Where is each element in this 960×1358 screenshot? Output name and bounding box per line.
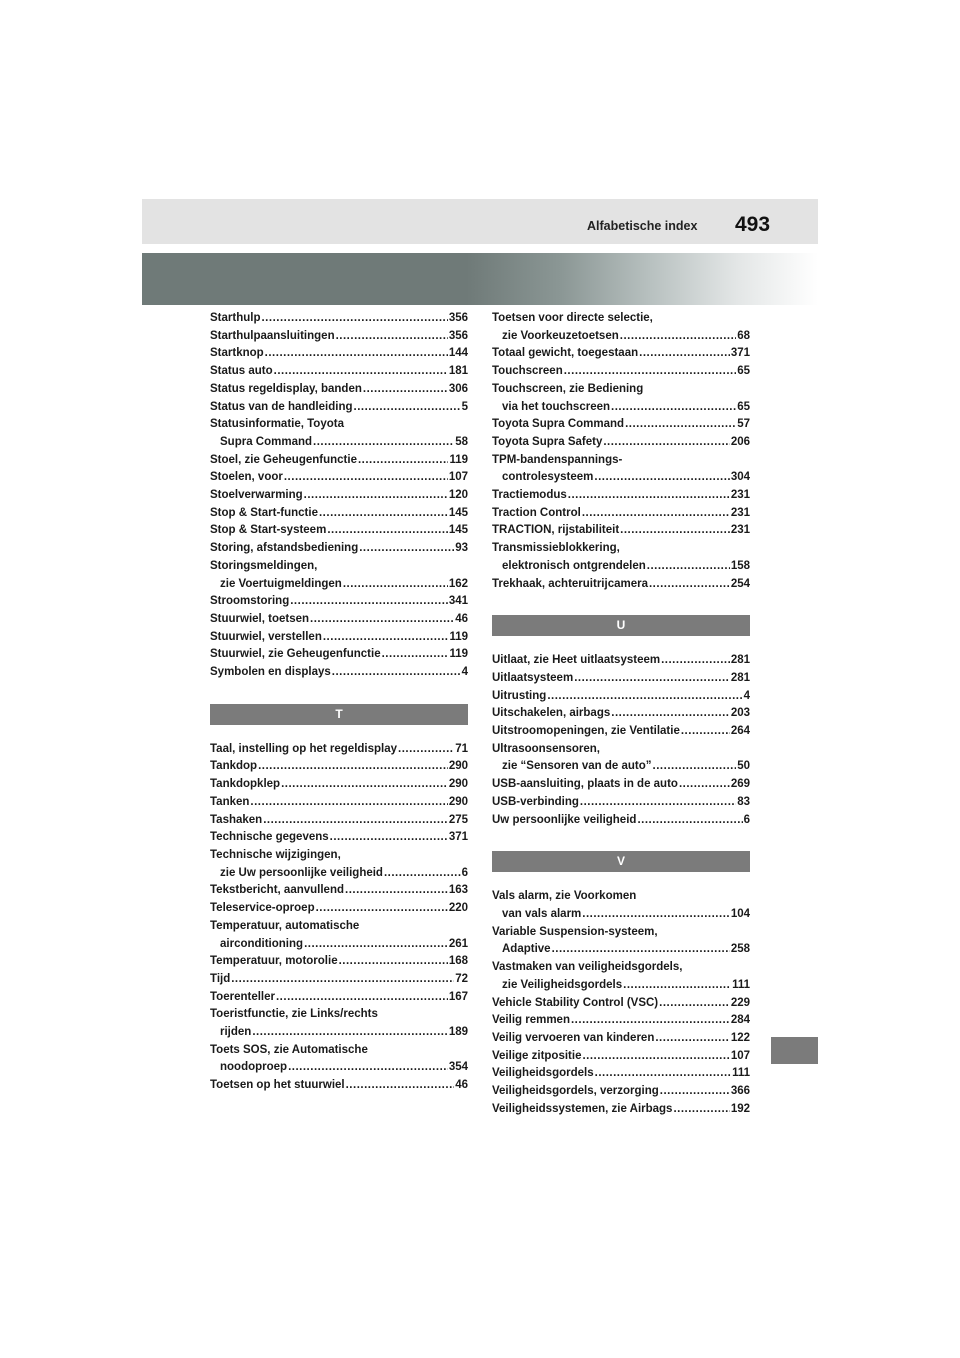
dot-leader [574,670,730,688]
index-term: Stuurwiel, toetsen [210,612,310,625]
index-entry[interactable] [210,363,468,381]
page-reference[interactable]: 71 [455,742,468,755]
dot-leader [323,629,449,647]
index-term: Toyota Supra Safety [492,435,603,448]
index-entry[interactable] [210,452,468,470]
dot-leader [639,345,730,363]
index-term: Storing, afstandsbediening [210,542,359,555]
dot-leader [552,941,730,959]
decorative-band [142,253,818,305]
page-reference[interactable]: 167 [448,990,468,1003]
dot-leader [359,540,454,558]
dot-leader [603,434,729,452]
page-reference[interactable]: 72 [455,972,468,985]
dot-leader [673,1101,729,1119]
index-term: Symbolen en displays [210,666,331,679]
index-term: Status auto [210,365,273,378]
dot-leader [327,522,448,540]
index-entry[interactable] [492,652,750,670]
page-reference[interactable]: 231 [730,489,750,502]
index-term: Teleservice-oproep [210,902,315,915]
dot-leader [661,652,730,670]
dot-leader [384,865,461,883]
page-reference[interactable]: 371 [730,347,750,360]
dot-leader [261,310,447,328]
section-spacer [492,872,750,888]
index-entry[interactable] [492,576,750,594]
index-term: Uitlaat, zie Heet uitlaatsysteem [492,654,661,667]
index-term: Veiligheidsgordels, verzorging [492,1085,659,1098]
index-entry[interactable] [210,1006,468,1041]
dot-leader [568,487,730,505]
page-number: 493 [735,213,771,236]
index-term-continuation: zie Veiligheidsgordels [502,978,623,991]
index-term: Tanken [210,795,250,808]
index-term: Toetsen voor directe selectie, [492,312,653,324]
index-entry[interactable] [492,345,750,363]
dot-leader [582,505,730,523]
dot-leader [304,936,448,954]
dot-leader [595,1065,731,1083]
index-term: Vals alarm, zie Voorkomen [492,890,637,903]
index-entry[interactable] [210,593,468,611]
index-term: Ultrasoonsensoren, [492,742,600,755]
page-reference[interactable]: 281 [730,654,750,667]
dot-leader [679,776,730,794]
index-entry[interactable] [492,1083,750,1101]
index-term: Touchscreen [492,365,563,378]
page-reference[interactable]: 366 [730,1085,750,1098]
index-term: Status van de handleiding [210,400,353,413]
dot-leader [290,593,448,611]
page-reference[interactable]: 5 [461,400,468,413]
page-reference[interactable]: 163 [448,884,468,897]
page-reference[interactable]: 304 [730,471,750,484]
page-reference[interactable]: 192 [730,1102,750,1115]
page-reference[interactable]: 119 [449,630,468,643]
index-term: Trekhaak, achteruitrijcamera [492,577,648,590]
page-reference[interactable]: 4 [743,689,750,702]
index-entry[interactable] [210,505,468,523]
page-reference[interactable]: 122 [730,1031,750,1044]
page-reference[interactable]: 144 [448,347,468,360]
page-reference[interactable]: 158 [730,559,750,572]
page-reference[interactable]: 4 [461,666,468,679]
dot-leader [582,906,730,924]
index-term: Veiligheidsgordels [492,1067,594,1080]
index-entry[interactable] [210,399,468,417]
index-entry[interactable] [492,888,750,923]
index-entry[interactable] [210,540,468,558]
dot-leader [316,900,448,918]
index-entry[interactable] [210,1077,468,1095]
dot-leader [354,399,461,417]
page-reference[interactable]: 162 [448,577,468,590]
section-title: Alfabetische index [587,219,698,233]
index-term-continuation: noodoproep [220,1061,288,1074]
dot-leader [304,487,448,505]
index-entry[interactable] [210,611,468,629]
dot-leader [571,1012,730,1030]
index-term-continuation: zie Voertuigmeldingen [220,577,342,590]
page-reference[interactable]: 281 [730,671,750,684]
page-reference[interactable]: 181 [448,365,468,378]
index-term: Veiligheidssystemen, zie Airbags [492,1102,673,1115]
dot-leader [398,741,454,759]
index-entry[interactable] [210,558,468,593]
index-term: Temperatuur, motorolie [210,955,338,968]
index-term: Status regeldisplay, banden [210,382,362,395]
dot-leader [281,776,448,794]
dot-leader [620,328,736,346]
page-reference[interactable]: 269 [730,778,750,791]
index-term: Toyota Supra Command [492,418,625,431]
page-reference[interactable]: 354 [448,1061,468,1074]
index-term: Toetsen op het stuurwiel [210,1079,345,1092]
index-term: Temperatuur, automatische [210,919,360,932]
page-reference[interactable]: 145 [448,506,468,519]
index-column-right [492,310,750,1118]
page-reference[interactable]: 57 [737,418,750,431]
dot-leader [252,1024,448,1042]
section-letter-header: V [492,851,750,872]
page-reference[interactable]: 284 [730,1014,750,1027]
index-term: Toerenteller [210,990,275,1003]
dot-leader [580,794,736,812]
page-reference[interactable]: 168 [448,955,468,968]
dot-leader [336,328,448,346]
page-reference[interactable]: 356 [448,329,468,342]
index-entry[interactable] [210,812,468,830]
section-spacer [210,725,468,741]
index-entry[interactable] [492,776,750,794]
index-term: Stop & Start-functie [210,506,318,519]
index-term-continuation: zie Uw persoonlijke veiligheid [220,866,383,879]
index-term: Stoelen, voor [210,471,283,484]
index-term: Starthulp [210,312,261,324]
index-entry[interactable] [492,995,750,1013]
index-entry[interactable] [210,381,468,399]
page-reference[interactable]: 6 [461,866,468,879]
dot-leader [659,995,730,1013]
index-term: Vastmaken van veiligheidsgordels, [492,961,683,974]
index-term: Variable Suspension-systeem, [492,925,658,938]
header-bar [142,199,818,244]
index-entry[interactable] [210,646,468,664]
index-term: Totaal gewicht, toegestaan [492,347,639,360]
index-term: USB-aansluiting, plaats in de auto [492,778,678,791]
dot-leader [625,416,736,434]
index-entry[interactable] [492,723,750,741]
index-entry[interactable] [492,416,750,434]
index-entry[interactable] [210,741,468,759]
index-term-continuation: rijden [220,1026,252,1039]
dot-leader [547,688,742,706]
index-term: Veilig remmen [492,1014,570,1027]
index-entry[interactable] [492,452,750,487]
dot-leader [345,882,448,900]
index-term-continuation: van vals alarm [502,907,582,920]
index-term-continuation: Supra Command [220,435,313,448]
index-entry[interactable] [492,741,750,776]
page-reference[interactable]: 254 [730,577,750,590]
dot-leader [274,363,448,381]
page-reference[interactable]: 203 [730,707,750,720]
dot-leader [620,522,730,540]
dot-leader [653,758,737,776]
dot-leader [363,381,448,399]
page-reference[interactable]: 119 [449,453,468,466]
dot-leader [250,794,447,812]
page-reference[interactable]: 119 [449,648,468,661]
dot-leader [647,558,730,576]
index-entry[interactable] [492,1065,750,1083]
index-entry[interactable] [492,487,750,505]
dot-leader [343,576,448,594]
index-entry[interactable] [492,505,750,523]
dot-leader [681,723,730,741]
index-term: Statusinformatie, Toyota [210,418,344,431]
section-spacer [492,593,750,615]
index-term: Starthulpaansluitingen [210,329,335,342]
index-term: Traction Control [492,506,581,519]
index-entry[interactable] [210,989,468,1007]
index-term: Veilig vervoeren van kinderen [492,1031,655,1044]
dot-leader [339,953,448,971]
index-entry[interactable] [492,794,750,812]
index-term-continuation: Adaptive [502,943,551,956]
page-reference[interactable]: 275 [448,813,468,826]
index-entry[interactable] [492,381,750,416]
index-entry[interactable] [492,688,750,706]
dot-leader [265,345,448,363]
index-term: Tijd [210,972,231,985]
index-term: Tashaken [210,813,263,826]
index-term: Stoelverwarming [210,489,303,502]
index-entry[interactable] [210,469,468,487]
page-reference[interactable]: 306 [448,382,468,395]
index-entry[interactable] [210,882,468,900]
dot-leader [319,505,448,523]
page-reference[interactable]: 189 [448,1026,468,1039]
index-entry[interactable] [492,363,750,381]
index-term: Stoel, zie Geheugenfunctie [210,453,357,466]
index-term: USB-verbinding [492,795,579,808]
index-term: Startknop [210,347,264,360]
index-term-continuation: zie “Sensoren van de auto” [502,760,652,773]
index-column-left [210,310,468,1095]
page-reference[interactable]: 290 [448,778,468,791]
index-term: Tankdop [210,760,258,773]
index-term: Veilige zitpositie [492,1049,582,1062]
index-term: Tankdopklep [210,778,281,791]
dot-leader [332,664,461,682]
index-entry[interactable] [210,416,468,451]
page-reference[interactable]: 6 [743,813,750,826]
index-entry[interactable] [492,959,750,994]
page-reference[interactable]: 258 [730,943,750,956]
index-entry[interactable] [210,776,468,794]
index-entry[interactable] [210,971,468,989]
index-entry[interactable] [492,812,750,830]
page-reference[interactable]: 371 [448,831,468,844]
dot-leader [288,1059,448,1077]
index-entry[interactable] [492,1101,750,1119]
index-term: Stop & Start-systeem [210,524,327,537]
index-term-continuation: zie Voorkeuzetoetsen [502,329,619,342]
section-letter-header: U [492,615,750,636]
index-term: Uw persoonlijke veiligheid [492,813,637,826]
dot-leader [276,989,448,1007]
dot-leader [313,434,454,452]
dot-leader [594,469,729,487]
index-entry[interactable] [210,310,468,328]
page-reference[interactable]: 46 [455,1079,468,1092]
page-reference[interactable]: 65 [737,400,750,413]
page-reference[interactable]: 68 [737,329,750,342]
index-term: Uitstroomopeningen, zie Ventilatie [492,725,680,738]
page-reference[interactable]: 341 [448,595,468,608]
page-reference[interactable]: 111 [732,1067,750,1080]
index-entry[interactable] [492,670,750,688]
index-term: Technische gegevens [210,831,329,844]
dot-leader [611,705,730,723]
dot-leader [582,1048,729,1066]
section-spacer [492,636,750,652]
index-term-continuation: elektronisch ontgrendelen [502,559,646,572]
index-entry[interactable] [492,310,750,345]
page-reference[interactable]: 231 [730,506,750,519]
index-term: Uitlaatsysteem [492,671,574,684]
dot-leader [611,399,736,417]
dot-leader [564,363,736,381]
dot-leader [382,646,449,664]
chapter-thumb-tab[interactable] [771,1037,818,1064]
page-reference[interactable]: 220 [448,902,468,915]
index-entry[interactable] [210,847,468,882]
dot-leader [655,1030,729,1048]
dot-leader [284,469,448,487]
page-reference[interactable]: 104 [730,907,750,920]
index-term: TRACTION, rijstabiliteit [492,524,620,537]
page-reference[interactable]: 46 [455,612,468,625]
index-term: Stroomstoring [210,595,290,608]
page-reference[interactable]: 356 [448,312,468,324]
index-term: Stuurwiel, zie Geheugenfunctie [210,648,381,661]
section-spacer [210,682,468,704]
dot-leader [310,611,454,629]
index-entry[interactable] [492,1012,750,1030]
page-reference[interactable]: 83 [737,795,750,808]
index-entry[interactable] [210,629,468,647]
page-reference[interactable]: 261 [448,937,468,950]
page-reference[interactable]: 93 [455,542,468,555]
index-entry[interactable] [210,1042,468,1077]
page-reference[interactable]: 50 [737,760,750,773]
page-reference[interactable]: 65 [737,365,750,378]
index-term: Storingsmeldingen, [210,559,318,572]
index-entry[interactable] [210,829,468,847]
dot-leader [263,812,448,830]
dot-leader [258,758,448,776]
page-reference[interactable]: 290 [448,795,468,808]
dot-leader [346,1077,455,1095]
page-reference[interactable]: 58 [455,435,468,448]
page-reference[interactable]: 229 [730,996,750,1009]
index-entry[interactable] [492,522,750,540]
dot-leader [358,452,448,470]
index-entry[interactable] [210,918,468,953]
page-reference[interactable]: 290 [448,760,468,773]
index-term: Taal, instelling op het regeldisplay [210,742,398,755]
index-term: Tractiemodus [492,489,567,502]
section-letter-header: T [210,704,468,725]
index-term: Touchscreen, zie Bediening [492,382,644,395]
index-term: TPM-bandenspannings- [492,453,623,466]
index-term: Vehicle Stability Control (VSC) [492,996,659,1009]
index-entry[interactable] [210,794,468,812]
index-term: Uitrusting [492,689,547,702]
page-reference[interactable]: 111 [732,978,750,991]
index-entry[interactable] [492,924,750,959]
index-term: Transmissieblokkering, [492,542,620,555]
index-term: Stuurwiel, verstellen [210,630,322,643]
index-term-continuation: airconditioning [220,937,304,950]
page-reference[interactable]: 107 [448,471,468,484]
index-entry[interactable] [210,953,468,971]
index-term: Toets SOS, zie Automatische [210,1043,368,1056]
dot-leader [660,1083,730,1101]
index-term-continuation: controlesysteem [502,471,594,484]
index-term: Toeristfunctie, zie Links/rechts [210,1008,378,1021]
page-reference[interactable]: 145 [448,524,468,537]
index-entry[interactable] [492,1048,750,1066]
index-entry[interactable] [492,705,750,723]
index-entry[interactable] [492,1030,750,1048]
index-entry[interactable] [492,434,750,452]
index-term-continuation: via het touchscreen [502,400,611,413]
index-entry[interactable] [210,900,468,918]
index-entry[interactable] [210,328,468,346]
index-term: Tekstbericht, aanvullend [210,884,344,897]
index-entry[interactable] [210,758,468,776]
index-entry[interactable] [210,487,468,505]
index-term: Uitschakelen, airbags [492,707,611,720]
page-reference[interactable]: 206 [730,435,750,448]
index-entry[interactable] [210,664,468,682]
page-reference[interactable]: 264 [730,725,750,738]
index-term: Technische wijzigingen, [210,848,341,861]
dot-leader [623,977,731,995]
dot-leader [649,576,730,594]
index-entry[interactable] [492,540,750,575]
section-spacer [492,829,750,851]
dot-leader [231,971,454,989]
page-reference[interactable]: 231 [730,524,750,537]
page-reference[interactable]: 107 [730,1049,750,1062]
dot-leader [637,812,742,830]
index-entry[interactable] [210,345,468,363]
dot-leader [330,829,448,847]
page-reference[interactable]: 120 [448,489,468,502]
index-entry[interactable] [210,522,468,540]
